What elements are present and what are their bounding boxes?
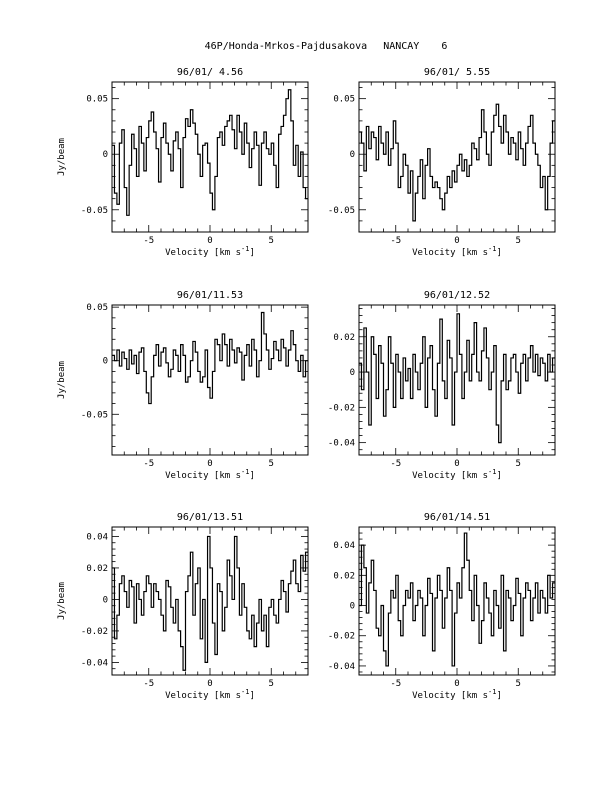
y-tick-label: -0.04 (327, 438, 355, 449)
x-tick-label: 5 (515, 236, 521, 246)
spectrum-line (359, 104, 555, 221)
panel-title: 96/01/12.52 (423, 290, 491, 301)
x-axis-label-close: ] (496, 471, 502, 481)
x-axis-label (165, 245, 255, 258)
x-tick-label: -5 (390, 236, 402, 246)
x-tick-label: -5 (143, 679, 155, 689)
y-tick-label: -0.02 (80, 626, 108, 637)
panel-title: 96/01/11.53 (176, 290, 244, 301)
x-axis-label-exponent: -1 (241, 245, 250, 253)
x-axis-label-exponent: -1 (241, 468, 250, 476)
y-tick-label: 0.02 (333, 571, 355, 582)
x-axis-label-close: ] (249, 248, 255, 258)
y-tick-label: -0.04 (80, 658, 108, 669)
title-page: 6 (441, 41, 448, 52)
y-tick-label: 0.04 (333, 541, 355, 552)
y-tick-label: -0.05 (80, 410, 108, 421)
x-tick-label: 0 (454, 236, 460, 246)
panel-title: 96/01/ 4.56 (176, 67, 244, 78)
x-axis-label-text: Velocity [km s (165, 471, 241, 481)
x-axis-label (412, 468, 502, 481)
panel-5 (57, 512, 308, 701)
spectrum-line (359, 314, 555, 443)
y-tick-label: 0 (102, 356, 108, 367)
y-tick-label: 0.05 (86, 94, 108, 105)
y-tick-label: 0 (349, 150, 355, 161)
title-object: 46P/Honda-Mrkos-Pajdusakova (204, 41, 368, 52)
x-tick-label: 0 (454, 679, 460, 689)
y-tick-label: 0.02 (333, 332, 355, 343)
x-tick-label: 5 (268, 679, 274, 689)
x-tick-label: -5 (390, 679, 402, 689)
plot-frame (112, 305, 308, 455)
x-axis-label-text: Velocity [km s (412, 691, 488, 701)
page-title (205, 41, 448, 52)
y-tick-label: 0 (349, 601, 355, 612)
panel-2 (328, 67, 555, 258)
panel-title: 96/01/ 5.55 (423, 67, 491, 78)
panel-title: 96/01/13.51 (176, 512, 244, 523)
y-tick-label: 0.04 (86, 532, 108, 543)
y-tick-label: 0 (349, 368, 355, 379)
spectrum-line (112, 536, 308, 670)
x-axis-label-exponent: -1 (241, 688, 250, 696)
y-tick-label: -0.02 (327, 403, 355, 414)
x-tick-label: 5 (268, 459, 274, 469)
x-axis-label-text: Velocity [km s (412, 248, 488, 258)
x-tick-label: -5 (390, 459, 402, 469)
y-tick-label: -0.05 (80, 205, 108, 216)
y-tick-label: 0 (102, 595, 108, 606)
x-axis-label-close: ] (249, 691, 255, 701)
x-axis-label-exponent: -1 (488, 245, 497, 253)
x-axis-label (412, 688, 502, 701)
x-tick-label: -5 (143, 459, 155, 469)
x-axis-label (165, 468, 255, 481)
x-axis-label-text: Velocity [km s (165, 691, 241, 701)
spectra-panels (57, 67, 555, 701)
spectrum-line (112, 313, 308, 404)
y-tick-label: 0.02 (86, 563, 108, 574)
y-tick-label: 0 (102, 150, 108, 161)
y-tick-label: 0.05 (86, 303, 108, 314)
x-axis-label (165, 688, 255, 701)
y-axis-label: Jy/beam (57, 138, 67, 176)
title-station: NANCAY (383, 41, 420, 52)
y-tick-label: -0.02 (327, 631, 355, 642)
x-axis-label-close: ] (249, 471, 255, 481)
panel-3 (57, 290, 308, 481)
x-axis-label (412, 245, 502, 258)
y-axis-label: Jy/beam (57, 361, 67, 399)
x-tick-label: 0 (454, 459, 460, 469)
x-axis-label-close: ] (496, 691, 502, 701)
x-axis-label-text: Velocity [km s (165, 248, 241, 258)
panel-1 (57, 67, 308, 258)
x-tick-label: -5 (143, 236, 155, 246)
panel-4 (328, 290, 555, 481)
panel-title: 96/01/14.51 (423, 512, 491, 523)
x-tick-label: 5 (268, 236, 274, 246)
y-tick-label: -0.05 (327, 205, 355, 216)
spectrum-line (359, 533, 555, 666)
panel-6 (328, 512, 555, 701)
spectrum-line (112, 90, 308, 216)
x-axis-label-close: ] (496, 248, 502, 258)
x-axis-label-text: Velocity [km s (412, 471, 488, 481)
y-axis-label: Jy/beam (57, 582, 67, 620)
x-tick-label: 5 (515, 459, 521, 469)
y-tick-label: 0.05 (333, 94, 355, 105)
x-axis-label-exponent: -1 (488, 688, 497, 696)
y-tick-label: -0.04 (327, 661, 355, 672)
x-tick-label: 5 (515, 679, 521, 689)
x-tick-label: 0 (207, 679, 213, 689)
x-tick-label: 0 (207, 459, 213, 469)
x-axis-label-exponent: -1 (488, 468, 497, 476)
x-tick-label: 0 (207, 236, 213, 246)
